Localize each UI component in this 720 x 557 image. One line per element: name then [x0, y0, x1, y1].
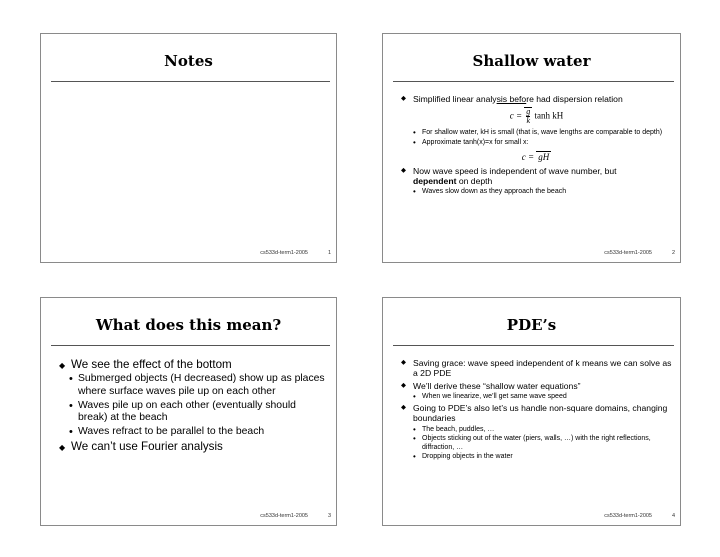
slide-footer: cs533d-term1-2005 [604, 513, 652, 519]
sub-bullet: • Submerged objects (H decreased) show up as places where surface waves pile up on each other [59, 373, 328, 399]
slide-footer: cs533d-term1-2005 [260, 513, 308, 519]
slide-body [401, 358, 672, 463]
slide-footer: cs533d-term1-2005 [604, 250, 652, 256]
slide-2 [382, 33, 681, 263]
bullet: ◆ Simplified linear analysis before had dispersion relation [401, 94, 672, 104]
bullet: ◆ Now wave speed is independent of wave number, but dependent on depth [401, 166, 672, 187]
sub-bullet: • Dropping objects in the water [401, 453, 672, 462]
page-number: 4 [671, 513, 675, 519]
sub-bullet: • When we linearize, we’ll get same wave speed [401, 393, 672, 402]
sub-bullet: • Approximate tanh(x)=x for small x: [401, 139, 672, 148]
title-rule [51, 81, 330, 82]
bullet: ◆ Saving grace: wave speed independent of k means we can solve as a 2D PDE [401, 358, 672, 379]
page-number: 2 [671, 250, 675, 256]
bullet: ◆ We see the effect of the bottom [59, 358, 328, 372]
bullet: ◆ We’ll derive these “shallow water equations” [401, 381, 672, 391]
slide-3 [40, 297, 337, 526]
dispersion-formula: c = $\frac{g}{k}$ tanh kH [509, 107, 564, 126]
title-rule [51, 345, 330, 346]
bullet: ◆ We can’t use Fourier analysis [59, 440, 328, 454]
slide-title: What does this mean? [95, 316, 282, 334]
sub-bullet: • Objects sticking out of the water (piers, walls, …) with the right reflections, diffraction, … [401, 435, 672, 452]
slide-4 [382, 297, 681, 526]
sub-bullet: • The beach, puddles, … [401, 426, 672, 435]
sub-bullet: • Waves pile up on each other (eventually should break) at the beach [59, 400, 328, 426]
slide-title: Shallow water [472, 52, 591, 70]
sub-bullet: • For shallow water, kH is small (that is, wave lengths are comparable to depth) [401, 129, 672, 138]
slide-1 [40, 33, 337, 263]
slide-title: Notes [164, 52, 213, 70]
wave-speed-formula: c = gH [521, 151, 550, 162]
slide-body [59, 358, 328, 455]
sub-bullet: • Waves refract to be parallel to the beach [59, 426, 328, 439]
slide-footer: cs533d-term1-2005 [260, 250, 308, 256]
bullet: ◆ Going to PDE’s also let’s us handle non-square domains, changing boundaries [401, 403, 672, 424]
page-number: 3 [327, 513, 331, 519]
title-rule [393, 81, 674, 82]
slide-body [401, 94, 672, 198]
title-rule [393, 345, 674, 346]
slide-title: PDE’s [506, 316, 557, 334]
sub-bullet: • Waves slow down as they approach the beach [401, 188, 672, 197]
page-number: 1 [327, 250, 331, 256]
